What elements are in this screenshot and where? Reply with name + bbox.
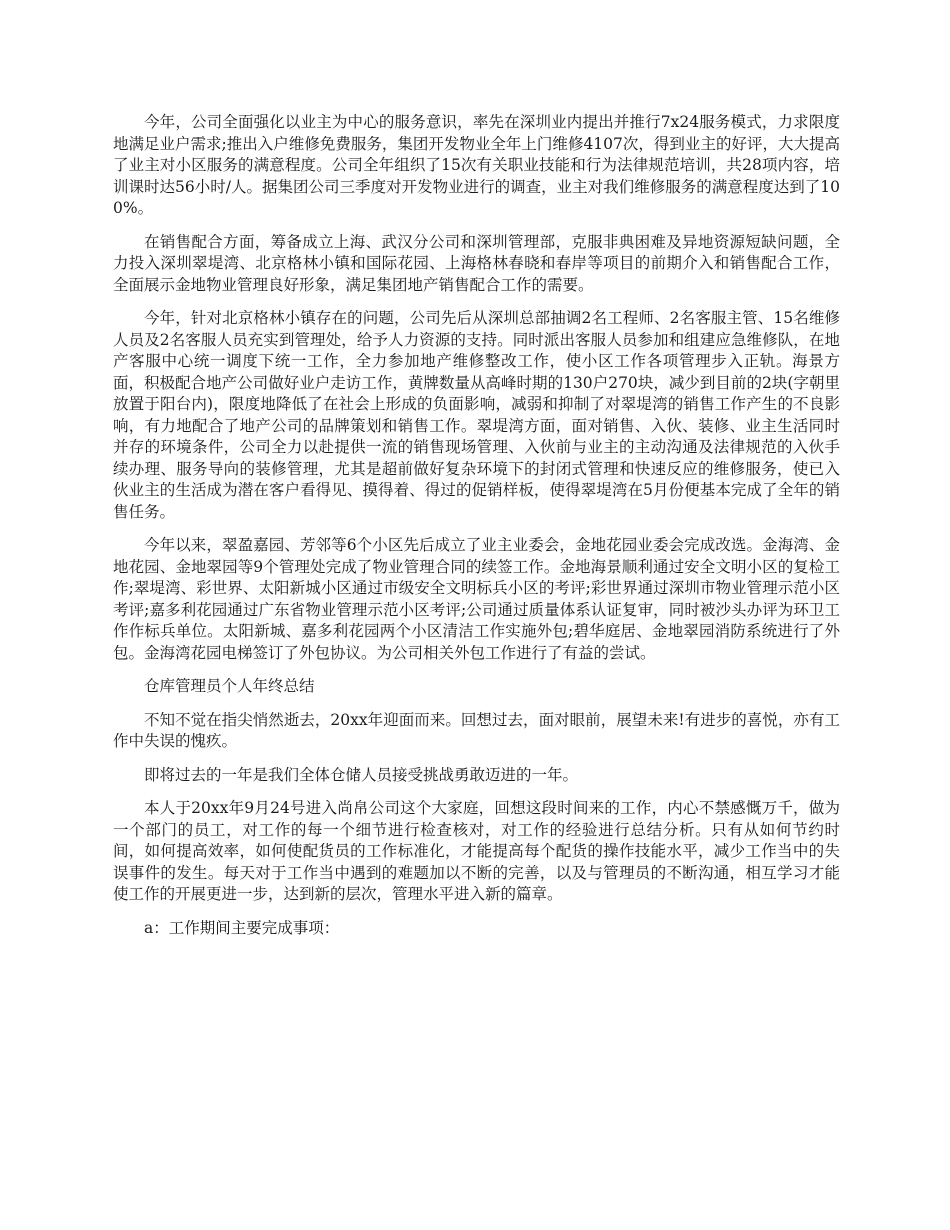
paragraph-work-review: 本人于20xx年9月24号进入尚帛公司这个大家庭，回想这段时间来的工作，内心不禁感慨万千，做为一个部门的员工，对工作的每一个细节进行检查核对，对工作的经验进行总结分析。只有从如何节约时间，如何提高效率，如何使配货员的工作标准化，才能提高每个配货的操作技能水平，减少工作当中的失误事件的发生。每天对于工作当中遇到的难题加以不断的完善，以及与管理员的不断沟通，相互学习才能使工作的开展更进一步，达到新的层次，管理水平进入新的篇章。	[113, 799, 840, 903]
paragraph-service-quality: 今年，公司全面强化以业主为中心的服务意识，率先在深圳业内提出并推行7x24服务模式，力求限度地满足业户需求;推出入户维修免费服务，集团开发物业全年上门维修4107次，得到业主的好评，大大提高了业主对小区服务的满意程度。公司全年组织了15次有关职业技能和行为法律规范培训，共28项内容，培训课时达56小时/人。据集团公司三季度对开发物业进行的调查，业主对我们维修服务的满意程度达到了100%。	[113, 113, 840, 217]
paragraph-year-summary: 即将过去的一年是我们全体仓储人员接受挑战勇敢迈进的一年。	[144, 765, 579, 784]
paragraph-sales-support: 在销售配合方面，筹备成立上海、武汉分公司和深圳管理部，克服非典困难及异地资源短缺问题，全力投入深圳翠堤湾、北京格林小镇和国际花园、上海格林春晓和春岸等项目的前期介入和销售配合工作，全面展示金地物业管理良好形象，满足集团地产销售配合工作的需要。	[113, 232, 840, 294]
document-page	[113, 112, 840, 951]
paragraph-intro: 不知不觉在指尖悄然逝去，20xx年迎面而来。回想过去，面对眼前，展望未来!有进步的喜悦，亦有工作中失误的愧疚。	[113, 710, 840, 750]
section-heading: 仓库管理员个人年终总结	[144, 677, 315, 695]
paragraph-beijing-support: 今年，针对北京格林小镇存在的问题，公司先后从深圳总部抽调2名工程师、2名客服主管、15名维修人员及2名客服人员充实到管理处，给予人力资源的支持。同时派出客服人员参加和组建应急维修队，在地产客服中心统一调度下统一工作，全力参加地产维修整改工作，使小区工作各项管理步入正轨。海景方面，积极配合地产公司做好业户走访工作，黄牌数量从高峰时期的130户270块，减少到目前的2块(字朝里放置于阳台内)，限度地降低了在社会上形成的负面影响，减弱和抑制了对翠堤湾的销售工作产生的不良影响，有力地配合了地产公司的品牌策划和销售工作。翠堤湾方面，面对销售、入伙、装修、业主生活同时并存的环境条件，公司全力以赴提供一流的销售现场管理、入伙前与业主的主动沟通及法律规范的入伙手续办理、服务导向的装修管理，尤其是超前做好复杂环境下的封闭式管理和快速反应的维修服务，使已入伙业主的生活成为潜在客户看得见、摸得着、得过的促销样板，使得翠堤湾在5月份便基本完成了全年的销售任务。	[113, 309, 840, 521]
paragraph-main-tasks: a：工作期间主要完成事项：	[144, 918, 340, 937]
paragraph-committee-outsourcing: 今年以来，翠盈嘉园、芳邻等6个小区先后成立了业主业委会，金地花园业委会完成改选。金海湾、金地花园、金地翠园等9个管理处完成了物业管理合同的续签工作。金地海景顺利通过安全文明小区的复检工作;翠堤湾、彩世界、太阳新城小区通过市级安全文明标兵小区的考评;彩世界通过深圳市物业管理示范小区考评;嘉多利花园通过广东省物业管理示范小区考评;公司通过质量体系认证复审，同时被沙头办评为环卫工作作标兵单位。太阳新城、嘉多利花园两个小区清洁工作实施外包;碧华庭居、金地翠园消防系统进行了外包。金海湾花园电梯签订了外包协议。为公司相关外包工作进行了有益的尝试。	[113, 536, 840, 662]
